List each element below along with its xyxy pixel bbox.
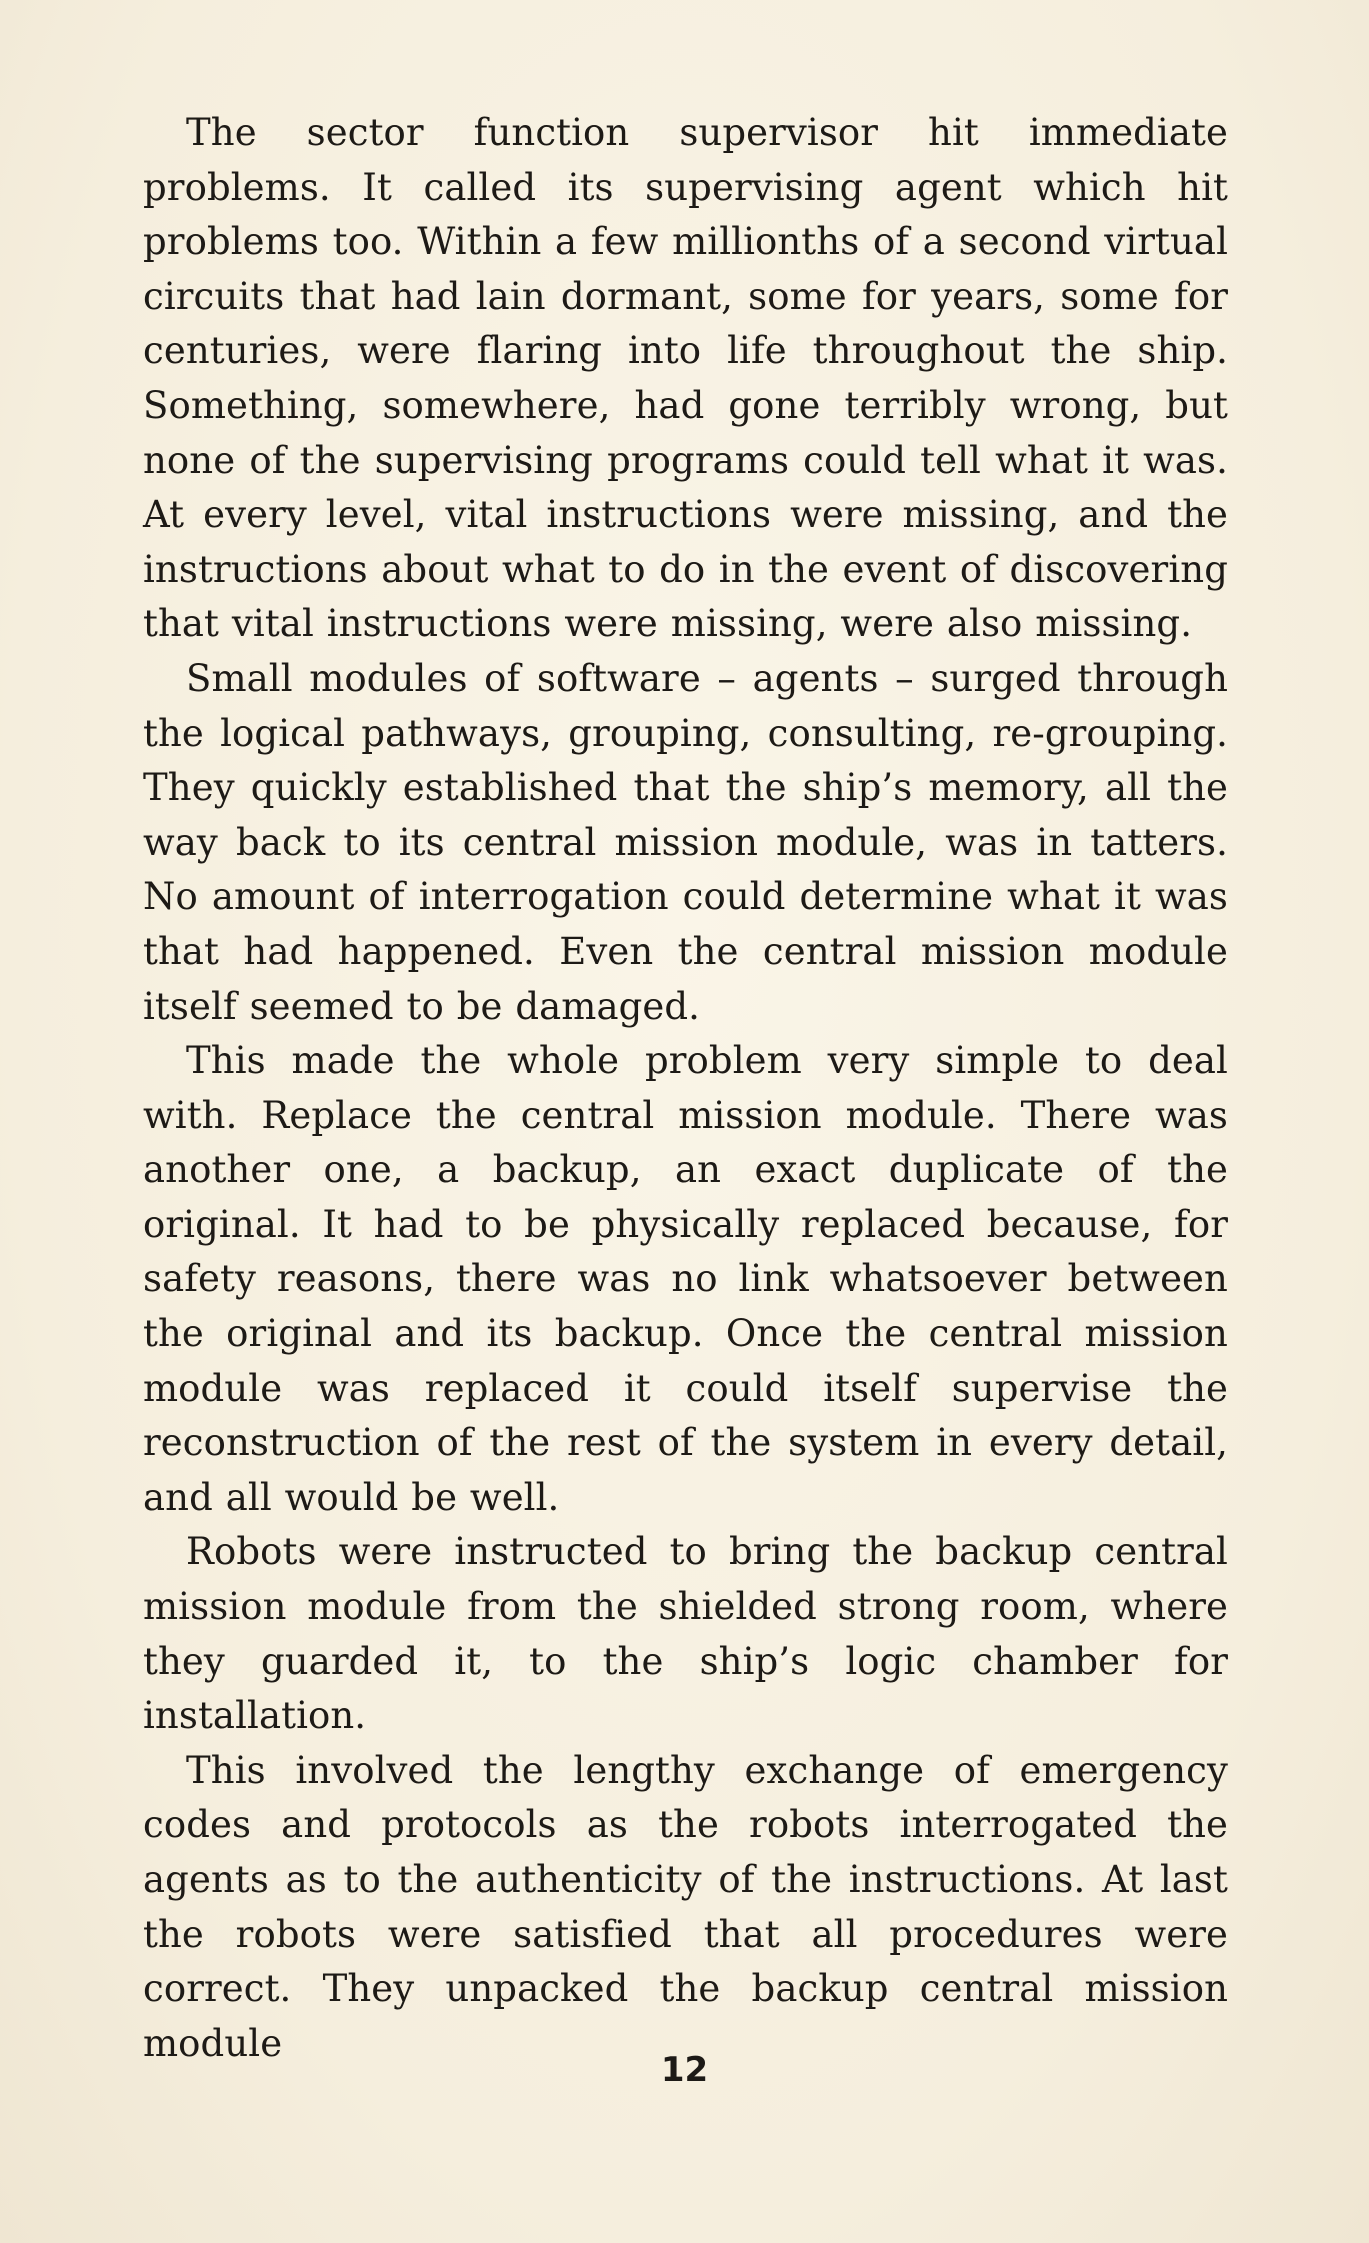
paragraph-1: The sector function supervisor hit immediate problems. It called its supervising agent which hit problems too. Within a few millionths of a second virtual circuits that had lain dormant, some for years, some for centuries, were flaring into life throughout the ship. Something, somewhere, had gone terribly wrong, but none of the supervising programs could tell what it was. At every level, vital instructions were missing, and the instructions about what to do in the event of discovering that vital instructions were missing, were also missing. <box>143 111 1228 646</box>
paragraph-5: This involved the lengthy exchange of emergency codes and protocols as the robots interrogated the agents as to the authenticity of the instructions. At last the robots were satisfied that all procedures were correct. They unpacked the backup central mission module <box>143 1748 1228 2065</box>
page-number: 12 <box>660 2050 709 2090</box>
paragraph-3: This made the whole problem very simple to deal with. Replace the central mission module. There was another one, a backup, an exact duplicate of the original. It had to be physically replaced because, for safety reasons, there was no link whatsoever between the original and its backup. Once the central mission module was replaced it could itself supervise the reconstruction of the rest of the system in every detail, and all would be well. <box>143 1039 1228 1519</box>
paragraph-2: Small modules of software – agents – surged through the logical pathways, grouping, consulting, re-grouping. They quickly established that the ship’s memory, all the way back to its central mission module, was in tatters. No amount of interrogation could determine what it was that had happened. Even the central mission module itself seemed to be damaged. <box>143 656 1228 1028</box>
body-text <box>143 106 1228 2071</box>
paragraph-4: Robots were instructed to bring the backup central mission module from the shielded strong room, where they guarded it, to the ship’s logic chamber for installation. <box>143 1530 1228 1738</box>
